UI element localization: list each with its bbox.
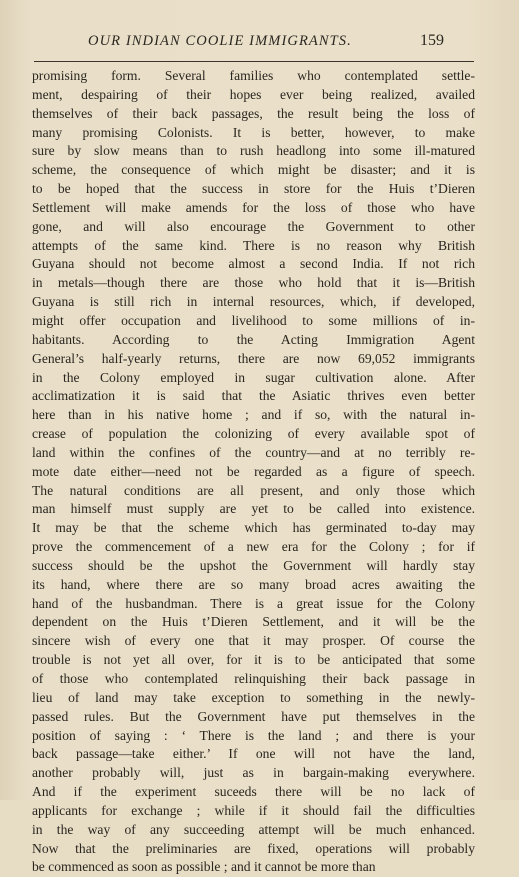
text-line: lieu of land may take exception to something in the newly-: [32, 689, 475, 705]
text-line: to be hoped that the success in store for the Huis t’Dieren: [32, 181, 475, 197]
text-line: its hand, where there are so many broad acres awaiting the: [32, 576, 475, 592]
text-line: applicants for exchange ; while if it should fail the difficulties: [32, 802, 475, 818]
text-line: Guyana should not become almost a second India. If not rich: [32, 256, 475, 272]
text-line: And if the experiment suceeds there will be no lack of: [32, 784, 475, 800]
text-line: land within the confines of the country—and at no terribly re-: [32, 444, 475, 460]
text-line: habitants. According to the Acting Immigration Agent: [32, 331, 475, 347]
text-line: Guyana is still rich in internal resources, which, if developed,: [32, 294, 475, 310]
text-line: man himself must supply are yet to be called into existence.: [32, 501, 475, 517]
text-line: ment, despairing of their hopes ever being realized, availed: [32, 86, 475, 102]
text-line: Settlement will make amends for the loss of those who have: [32, 199, 475, 215]
text-line: scheme, the consequence of which might be disaster; and it is: [32, 162, 475, 178]
text-line: promising form. Several families who contemplated settle-: [32, 68, 475, 83]
text-line: General’s half-yearly returns, there are now 69,052 immigrants: [32, 350, 475, 366]
text-line: gone, and will also encourage the Government to other: [32, 218, 475, 234]
text-line: hand of the husbandman. There is a great issue for the Colony: [32, 595, 475, 611]
text-line: in the way of any succeeding attempt will be much enhanced.: [32, 821, 475, 837]
text-line: sure by slow means than to rush headlong into some ill-matured: [32, 143, 475, 159]
text-line: crease of population the colonizing of every available spot of: [32, 426, 475, 442]
text-line: success should be the upshot the Government will hardly stay: [32, 557, 475, 573]
text-line: be commenced as soon as possible ; and it cannot be more than: [32, 859, 376, 875]
text-line: in the Colony employed in sugar cultivation alone. After: [32, 369, 475, 385]
text-line: Now that the preliminaries are fixed, operations will probably: [32, 840, 475, 856]
text-line: here than in his native home ; and if so, with the natural in-: [32, 407, 475, 423]
text-line: trouble is not yet all over, for it is to be anticipated that some: [32, 652, 475, 668]
running-title: OUR INDIAN COOLIE IMMIGRANTS.: [88, 33, 352, 49]
text-line: might offer occupation and livelihood to some millions of in-: [32, 312, 475, 328]
text-line: another probably will, just as in bargain-making everywhere.: [32, 765, 475, 781]
text-line: many promising Colonists. It is better, however, to make: [32, 124, 475, 140]
text-line: in metals—though there are those who hold that it is—British: [32, 275, 475, 291]
text-line: mote date either—need not be regarded as a figure of speech.: [32, 463, 475, 479]
text-line: sincere wish of every one that it may prosper. Of course the: [32, 633, 475, 649]
text-line: acclimatization it is said that the Asiatic thrives even better: [32, 388, 475, 404]
text-line: passed rules. But the Government have put themselves in the: [32, 708, 475, 724]
text-line: of those who contemplated relinquishing their back passage in: [32, 671, 475, 686]
text-line: The natural conditions are all present, and only those which: [32, 482, 475, 498]
text-line: dependent on the Huis t’Dieren Settlement, and it will be the: [32, 614, 475, 630]
page-number: 159: [420, 32, 444, 49]
text-line: back passage—take either.’ If one will not have the land,: [32, 746, 475, 762]
text-line: prove the commencement of a new era for the Colony ; for if: [32, 539, 475, 555]
text-line: themselves of their back passages, the result being the loss of: [32, 105, 475, 121]
body-text: [32, 67, 475, 877]
text-line: position of saying : ‘ There is the land ; and there is your: [32, 727, 475, 743]
text-line: It may be that the scheme which has germinated to-day may: [32, 520, 475, 536]
text-line: attempts of the same kind. There is no reason why British: [32, 237, 475, 253]
page-header: [0, 33, 519, 55]
header-rule: [34, 61, 474, 62]
